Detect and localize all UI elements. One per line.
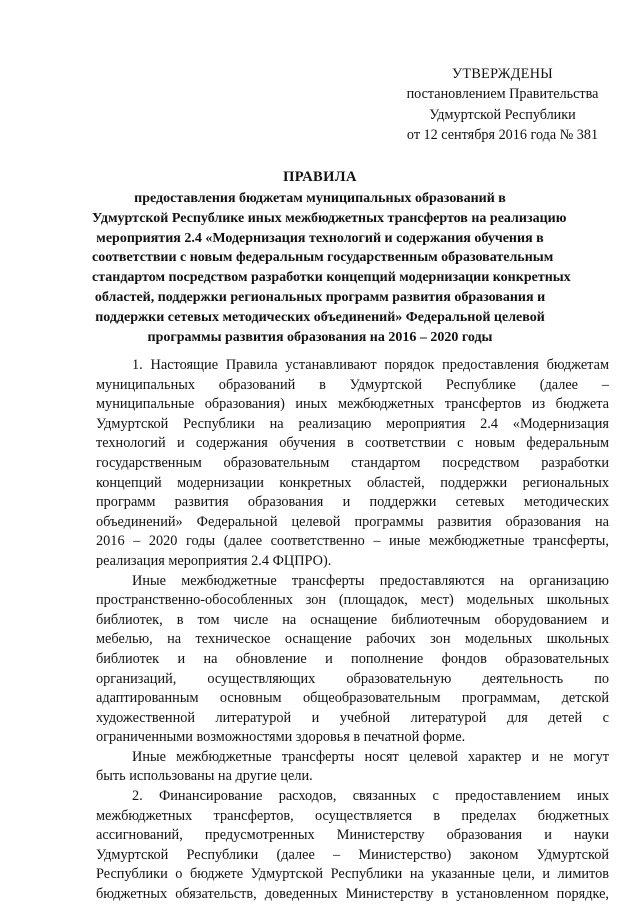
text-line: адаптированным основным общеобразовательным программам, детской	[96, 690, 609, 707]
text-line: быть использованы на другие цели.	[96, 768, 313, 785]
approval-stamp	[395, 64, 610, 145]
text-line: программ развития образования и поддержки сетевых методических	[96, 494, 609, 511]
text-line: объединений» Федеральной целевой программы развития образования на	[96, 513, 609, 530]
approval-line: от 12 сентября 2016 года № 381	[406, 126, 599, 143]
approval-line: Удмуртской Республики	[429, 106, 576, 123]
title-line: стандартом посредством разработки концепций модернизации конкретных	[92, 270, 571, 286]
document-title	[92, 167, 571, 347]
text-line: ограниченными возможностями здоровья в печатной форме.	[96, 729, 466, 746]
paragraph-1	[96, 356, 609, 572]
text-line: мебелью, на техническое оснащение рабочих зон модельных школьных	[96, 631, 609, 648]
text-line: организаций, осуществляющих образовательную деятельность по	[96, 670, 609, 687]
text-line: Удмуртской Республики на реализацию мероприятия 2.4 «Модернизация	[96, 415, 609, 432]
text-line: государственным образовательным стандартом посредством разработки	[96, 454, 609, 471]
paragraph-2	[96, 572, 609, 748]
title-heading: ПРАВИЛА	[283, 169, 357, 185]
title-line: поддержки сетевых методических объединений» Федеральной целевой	[95, 309, 545, 325]
title-line: областей, поддержки региональных программ развития образования и	[94, 289, 546, 305]
approval-line: постановлением Правительства	[406, 86, 599, 103]
text-line: межбюджетных трансфертов, осуществляется в пределах бюджетных	[96, 807, 609, 824]
text-line: пространственно-обособленных зон (площадок, мест) модельных школьных	[96, 592, 609, 609]
text-line: Иные межбюджетные трансферты носят целевой характер и не могут	[132, 748, 609, 765]
paragraph-4	[96, 787, 609, 905]
text-line: 2016 – 2020 годы (далее соответственно – иные межбюджетные трансферты,	[96, 533, 609, 550]
text-line: художественной литературой и учебной литературой для детей с	[96, 709, 609, 726]
title-line: предоставления бюджетам муниципальных образований в	[134, 191, 506, 206]
text-line: 1. Настоящие Правила устанавливают порядок предоставления бюджетам	[132, 357, 609, 373]
title-line: Удмуртской Республике иных межбюджетных трансфертов на реализацию	[92, 210, 567, 226]
document-body	[96, 356, 609, 905]
text-line: ассигнований, предусмотренных Министерству образования и науки	[96, 827, 609, 844]
title-line: мероприятия 2.4 «Модернизация технологий и содержания обучения в	[96, 230, 544, 246]
text-line: 2. Финансирование расходов, связанных с предоставлением иных	[132, 788, 609, 805]
text-line: Иные межбюджетные трансферты предоставляются на организацию	[132, 572, 609, 589]
text-line: бюджетных обязательств, доведенных Министерству в установленном порядке,	[96, 886, 609, 903]
text-line: Удмуртской Республики (далее – Министерство) законом Удмуртской	[96, 846, 609, 863]
text-line: муниципальных образований в Удмуртской Республике (далее –	[96, 376, 609, 393]
text-line: Республики о бюджете Удмуртской Республики на указанные цели, и лимитов	[96, 866, 609, 883]
text-line: библиотек и на обновление и пополнение фондов образовательных	[96, 650, 609, 667]
text-line: реализация мероприятия 2.4 ФЦПРО).	[96, 552, 332, 569]
text-line: концепций модернизации конкретных областей, поддержки региональных	[96, 474, 609, 491]
text-line: технологий и содержания обучения в соответствии с новым федеральным	[96, 435, 609, 452]
approval-heading: УТВЕРЖДЕНЫ	[452, 66, 553, 82]
text-line: библиотек, в том числе на оснащение библиотечным оборудованием и	[96, 611, 609, 628]
paragraph-3	[96, 748, 609, 787]
title-line: соответствии с новым федеральным государственным образовательным	[92, 250, 554, 266]
text-line: муниципальные образования) иных межбюджетных трансфертов из бюджета	[96, 396, 609, 413]
title-line: программы развития образования на 2016 – 2020 годы	[147, 329, 493, 345]
